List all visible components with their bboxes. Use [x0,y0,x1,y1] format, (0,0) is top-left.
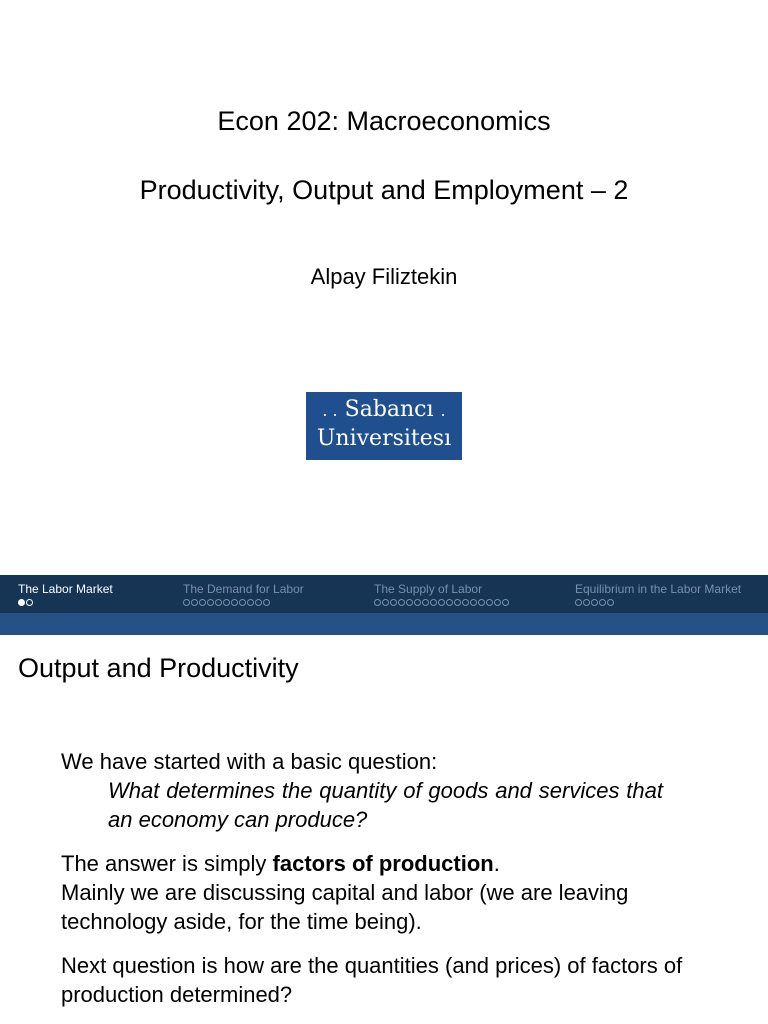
frame-dot[interactable] [191,599,198,606]
frame-dot[interactable] [486,599,493,606]
logo-dots-left: . . [322,401,338,420]
nav-section-label[interactable]: The Supply of Labor [374,582,483,596]
discussion-text: Mainly we are discussing capital and labor (we are leaving technology aside, for the time being). [61,880,629,934]
question-text: What determines the quantity of goods and services that an economy can produce? [108,778,663,832]
frame-dot[interactable] [454,599,461,606]
logo-line-2: Universitesı [316,426,452,451]
frame-dot[interactable] [502,599,509,606]
nav-section-demand-for-labor[interactable] [183,582,304,607]
nav-section-labor-market[interactable] [18,582,113,607]
logo-word-1: Sabancı [344,397,434,422]
frame-dot[interactable] [446,599,453,606]
current-frame-dot[interactable] [18,599,25,606]
logo-dots-right: . [440,401,446,420]
frame-dot[interactable] [607,599,614,606]
nav-section-label[interactable]: The Demand for Labor [183,582,304,596]
author-name: Alpay Filiztekin [310,264,458,289]
frame-dot[interactable] [255,599,262,606]
frame-dot[interactable] [406,599,413,606]
frame-dot[interactable] [183,599,190,606]
frame-dot[interactable] [26,599,33,606]
frame-dot[interactable] [591,599,598,606]
frame-dot[interactable] [382,599,389,606]
frame-dot[interactable] [263,599,270,606]
frame-dot[interactable] [583,599,590,606]
logo-line-1 [306,396,462,425]
answer-bold: factors of production [272,851,494,876]
frame-dot[interactable] [430,599,437,606]
navigation-header [0,575,768,613]
frame-dot[interactable] [470,599,477,606]
frame-dot[interactable] [247,599,254,606]
answer-prefix: The answer is simply [61,851,273,876]
frame-dots [183,599,304,607]
navigation-subbar [0,613,768,635]
nav-section-supply-of-labor[interactable] [374,582,509,607]
intro-text: We have started with a basic question: [61,749,438,774]
frame-dot[interactable] [231,599,238,606]
content-slide [0,635,768,1024]
frame-dot[interactable] [414,599,421,606]
frame-dot[interactable] [599,599,606,606]
frame-dot[interactable] [223,599,230,606]
frame-dot[interactable] [374,599,381,606]
nav-section-label[interactable]: Equilibrium in the Labor Market [575,582,742,596]
frame-title: Output and Productivity [18,653,299,683]
frame-dots [575,599,741,607]
frame-dot[interactable] [207,599,214,606]
frame-dot[interactable] [398,599,405,606]
frame-dot[interactable] [575,599,582,606]
frame-dots [18,599,113,607]
nav-section-label[interactable]: The Labor Market [18,582,113,596]
frame-dots [374,599,509,607]
section-navigation-bar [0,575,768,635]
frame-dot[interactable] [438,599,445,606]
frame-dot[interactable] [199,599,206,606]
course-title: Econ 202: Macroeconomics [217,106,551,136]
answer-suffix: . [493,851,500,876]
answer-text [61,849,721,878]
frame-dot[interactable] [494,599,501,606]
frame-dot[interactable] [239,599,246,606]
frame-dot[interactable] [215,599,222,606]
frame-dot[interactable] [462,599,469,606]
slide-body [61,747,721,1009]
lecture-title: Productivity, Output and Employment – 2 [139,175,629,205]
nav-section-equilibrium[interactable] [575,582,741,607]
frame-dot[interactable] [390,599,397,606]
frame-dot[interactable] [422,599,429,606]
next-question-text: Next question is how are the quantities (and prices) of factors of production determined? [61,953,683,1007]
frame-dot[interactable] [478,599,485,606]
university-logo [306,392,462,460]
